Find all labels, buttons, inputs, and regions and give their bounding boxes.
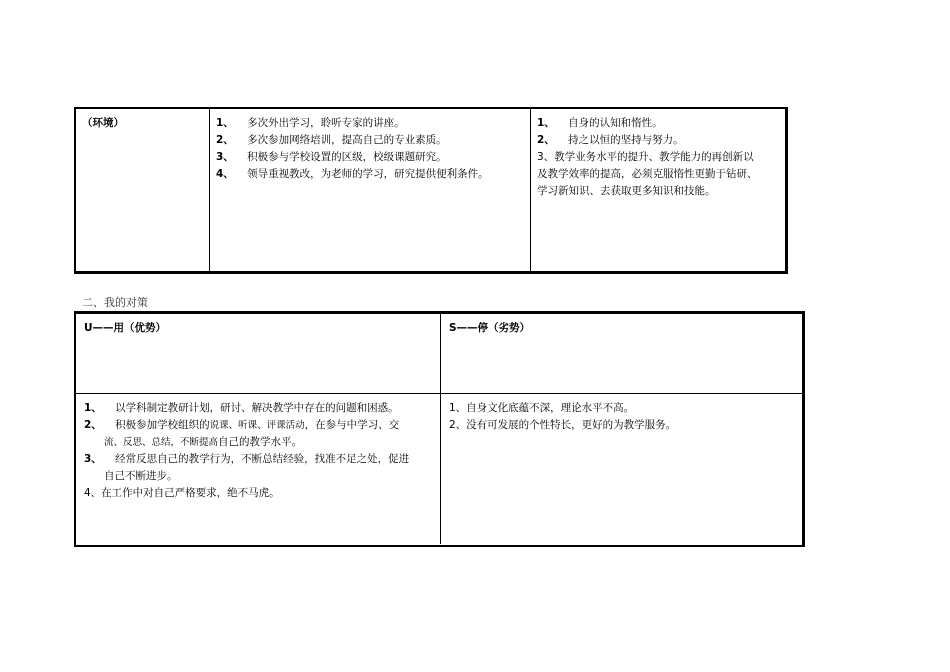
item-text: 积极参加学校组织的 [115,419,210,431]
list-item [84,417,432,434]
weaknesses-cell [441,394,802,544]
list-item [216,149,524,166]
weaknesses-header-cell [441,314,802,393]
item-text: 自己的教学水平。 [218,436,303,448]
list-item [84,400,432,417]
list-item-continuation [84,434,432,451]
item-text: 领导重视教改，为老师的学习，研究提供便利条件。 [247,168,489,180]
item-number: 1、 [216,117,234,129]
item-text: 自身的认知和惰性。 [568,117,663,129]
list-item-line: 3、教学业务水平的提升、教学能力的再创新以 [537,151,754,163]
item-text: 流、反思、总结， [104,437,181,448]
threats-cell [531,109,785,271]
item-number: 3、 [84,453,102,465]
strategy-header-row [76,314,802,394]
item-text: ，在参与中学习、交 [304,419,400,431]
item-text: 经常反思自己的教学行为，不断总结经验，找准不足之处，促进 [115,453,410,465]
item-text: 持之以恒的坚持与努力。 [568,134,684,146]
environment-table [74,107,788,274]
list-item [84,451,432,468]
list-item [537,115,779,132]
opportunities-cell [210,109,531,271]
list-item [537,132,779,149]
list-item-continuation: 自己不断进步。 [104,470,178,482]
weaknesses-header: S——停（劣势） [449,322,531,334]
section-heading: 二、我的对策 [82,296,148,309]
strengths-cell [76,394,441,544]
item-text: 不断提高 [180,437,219,448]
list-item: 4、在工作中对自己严格要求，绝不马虎。 [84,487,280,499]
environment-label: （环境） [82,117,124,129]
list-item: 2、没有可发展的个性特长，更好的为教学服务。 [449,419,677,431]
item-number: 2、 [84,419,102,431]
list-item-line: 学习新知识、去获取更多知识和技能。 [537,185,716,197]
strengths-header: U——用（优势） [84,322,167,334]
item-text: 多次参加网络培训，提高自己的专业素质。 [247,134,447,146]
item-number: 3、 [216,151,234,163]
item-number: 2、 [216,134,234,146]
item-number: 2、 [537,134,555,146]
list-item [216,115,524,132]
item-number: 1、 [84,402,102,414]
strategy-table [74,311,805,547]
environment-label-cell [76,109,210,271]
strategy-body-row [76,394,802,544]
strengths-header-cell [76,314,441,393]
list-item [216,132,524,149]
list-item: 1、自身文化底蕴不深，理论水平不高。 [449,402,635,414]
item-number: 1、 [537,117,555,129]
item-text: 以学科制定教研计划，研讨、解决教学中存在的问题和困惑。 [115,402,399,414]
item-number: 4、 [216,168,234,180]
list-item [216,166,524,183]
list-item-line: 及教学效率的提高，必须克服惰性更勤于钻研、 [537,168,758,180]
item-text: 多次外出学习，聆听专家的讲座。 [247,117,405,129]
item-text: 积极参与学校设置的区级，校级课题研究。 [247,151,447,163]
item-text: 说课、听课、评课活动 [209,420,305,431]
